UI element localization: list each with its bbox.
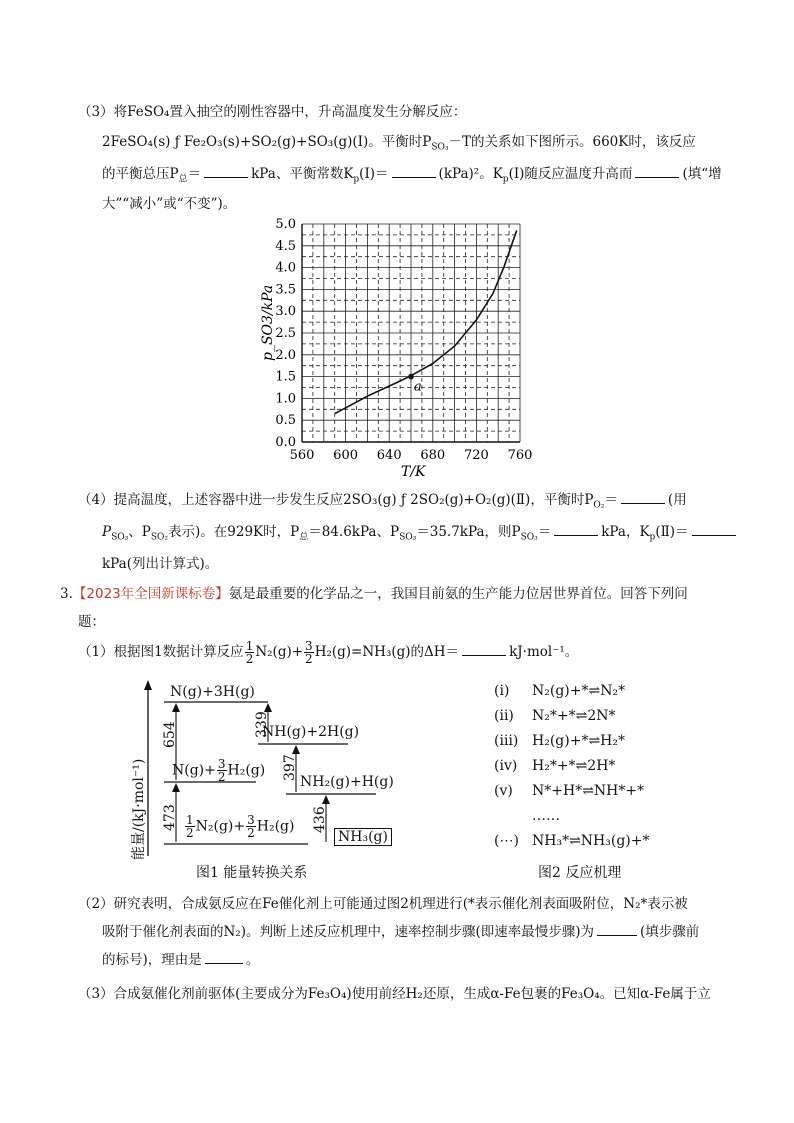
chart-x-tick-label: 640 (376, 448, 402, 463)
problem-3-header: 3.【2023年全国新课标卷】氨是最重要的化学品之一，我国目前氨的生产能力位居世界首位。回答下列问 (60, 586, 688, 602)
mechanism-step-equation: H₂(g)+*⇌H₂* (532, 733, 625, 749)
answer-blank-rate-step[interactable] (597, 923, 637, 936)
level-n-h2: N(g)+ $\frac{3}{2}$ H₂(g) (172, 757, 266, 784)
mechanism-step-equation: NH₃*⇌NH₃(g)+* (532, 833, 650, 849)
q2-line2: 吸附于催化剂表面的N₂)。判断上述反应机理中，速率控制步骤(即速率最慢步骤)为 (填步骤前 (102, 924, 700, 940)
chart-y-tick-label: 3.5 (275, 282, 296, 298)
mechanism-step (494, 758, 615, 774)
mechanism-step (494, 833, 650, 849)
answer-blank-reason[interactable] (205, 951, 243, 964)
answer-blank-delta-h[interactable] (462, 643, 506, 656)
q2-line1: （2）研究表明，合成氨反应在Fe催化剂上可能通过图2机理进行(*表示催化剂表面吸附位，N₂*表示被 (78, 896, 688, 912)
q4-line1: （4）提高温度，上述容器中进一步发生反应2SO₃(g) ƒ 2SO₂(g)+O₂(g)(Ⅱ)，平衡时$P_{O_2}=$ (用 (78, 492, 687, 511)
chart-y-tick-label: 0.5 (275, 413, 296, 429)
chart-x-axis-label: T/K (401, 464, 426, 480)
answer-blank-trend[interactable] (635, 165, 679, 178)
figure-2-caption: 图2 反应机理 (538, 865, 622, 881)
level-nh-2h: NH(g)+2H(g) (262, 724, 360, 740)
answer-blank-total-pressure[interactable] (204, 165, 248, 178)
chart-point-a (408, 374, 414, 380)
q3-line4: 大”“减小”或“不变”)。 (102, 196, 237, 212)
chart-grid (302, 224, 520, 442)
q4-line2: $P_{SO_3}$、$P_{SO_2}$表示)。在929K时，$P_总=84.6kPa$、$P_{SO_3}=35.7kPa$，则$P_{SO_3}=$ kPa，$K_p(Ⅱ)=$ (102, 520, 739, 543)
mechanism-step-equation: H₂*+*⇌2H* (532, 758, 616, 774)
chart-x-tick-label: 760 (507, 448, 533, 463)
mechanism-step (494, 708, 615, 724)
mechanism-step-equation: N₂(g)+*⇌N₂* (532, 683, 626, 699)
mechanism-step (494, 808, 560, 824)
chart-ticks (275, 217, 532, 463)
answer-blank-kp2[interactable] (692, 523, 736, 536)
chart-y-tick-label: 5.0 (275, 217, 296, 232)
q3b-line1: （3）合成氨催化剂前驱体(主要成分为Fe₃O₄)使用前经H₂还原，生成α-Fe包裹的Fe₃O₄。已知α-Fe属于立 (78, 986, 711, 1002)
answer-blank-po2[interactable] (621, 491, 665, 504)
mechanism-step-label: (ⅰ) (494, 683, 510, 699)
mechanism-step-equation: N₂*+*⇌2N* (532, 708, 616, 724)
chart-y-tick-label: 4.0 (275, 260, 296, 276)
mechanism-step (494, 733, 625, 749)
energy-axis-label: 能量/(kJ·mol⁻¹) (131, 758, 147, 860)
answer-blank-kp1[interactable] (392, 165, 436, 178)
chart-x-tick-label: 600 (333, 448, 359, 463)
figure-1-caption: 图1 能量转换关系 (196, 865, 308, 881)
problem-source-tag: 【2023年全国新课标卷】 (72, 586, 229, 602)
pso3-temperature-chart (250, 212, 550, 480)
chart-y-tick-label: 4.5 (275, 238, 296, 254)
mechanism-step-label: (ⅲ) (494, 733, 519, 749)
chart-y-tick-label: 1.0 (275, 391, 296, 407)
q3-intro: （3）将FeSO₄置入抽空的刚性容器中，升高温度发生分解反应： (78, 104, 467, 120)
level-nh2-h: NH₂(g)+H(g) (300, 774, 394, 790)
answer-blank-pso3[interactable] (554, 523, 598, 536)
chart-y-tick-label: 3.0 (275, 304, 296, 320)
q1-line: （1）根据图1数据计算反应 $\frac{1}{2}$ N₂(g)+ $\frac{3}{2}$ H₂(g)=NH₃(g)的ΔH＝ kJ·mol⁻¹。 (78, 639, 579, 666)
gap-473: 473 (162, 804, 178, 831)
chart-y-tick-label: 2.0 (275, 347, 296, 363)
gap-397: 397 (282, 754, 298, 781)
q3-reaction-line: 2FeSO₄(s) ƒ Fe₂O₃(s)+SO₂(g)+SO₃(g)(Ⅰ)。平衡时$P_{SO_3}-T$的关系如下图所示。660K时，该反应 (102, 134, 696, 153)
gap-339: 339 (254, 711, 270, 738)
mechanism-step (494, 783, 644, 799)
gap-654: 654 (162, 721, 178, 748)
chart-x-tick-label: 680 (420, 448, 446, 463)
gap-436: 436 (312, 806, 328, 833)
mechanism-step-label: (⋯) (494, 833, 519, 849)
mechanism-step-label: (ⅳ) (494, 758, 518, 774)
q4-line3: kPa(列出计算式)。 (102, 556, 219, 572)
chart-x-tick-label: 560 (289, 448, 315, 463)
mechanism-step-label: (ⅴ) (494, 783, 513, 799)
level-nh3: NH₃(g) (334, 828, 392, 846)
q2-line3: 的标号)，理由是 。 (102, 952, 260, 968)
chart-y-tick-label: 2.5 (275, 326, 296, 341)
chart-y-axis-label: p_SO3/kPa (260, 284, 276, 361)
mechanism-step-equation: N*+H*⇌NH*+* (532, 783, 645, 799)
chart-x-tick-label: 720 (463, 448, 489, 463)
mechanism-step-label: (ⅱ) (494, 708, 514, 724)
chart-y-tick-label: 0.0 (275, 435, 296, 450)
level-n-3h: N(g)+3H(g) (170, 684, 255, 700)
chart-point-a-label: a (414, 379, 422, 395)
problem-3-header-cont: 题： (78, 614, 105, 630)
q3-line3: 的平衡总压$P_总=$ kPa、平衡常数$K_p(Ⅰ)= (kPa)^2$。$K_p(Ⅰ)$随反应温度升高而 (填“增 (102, 166, 722, 185)
level-start: $\frac{1}{2}$ N₂(g)+ $\frac{3}{2}$ H₂(g) (186, 813, 295, 840)
chart-y-tick-label: 1.5 (275, 369, 296, 385)
mechanism-step-equation: …… (532, 808, 560, 824)
mechanism-step (494, 683, 625, 699)
